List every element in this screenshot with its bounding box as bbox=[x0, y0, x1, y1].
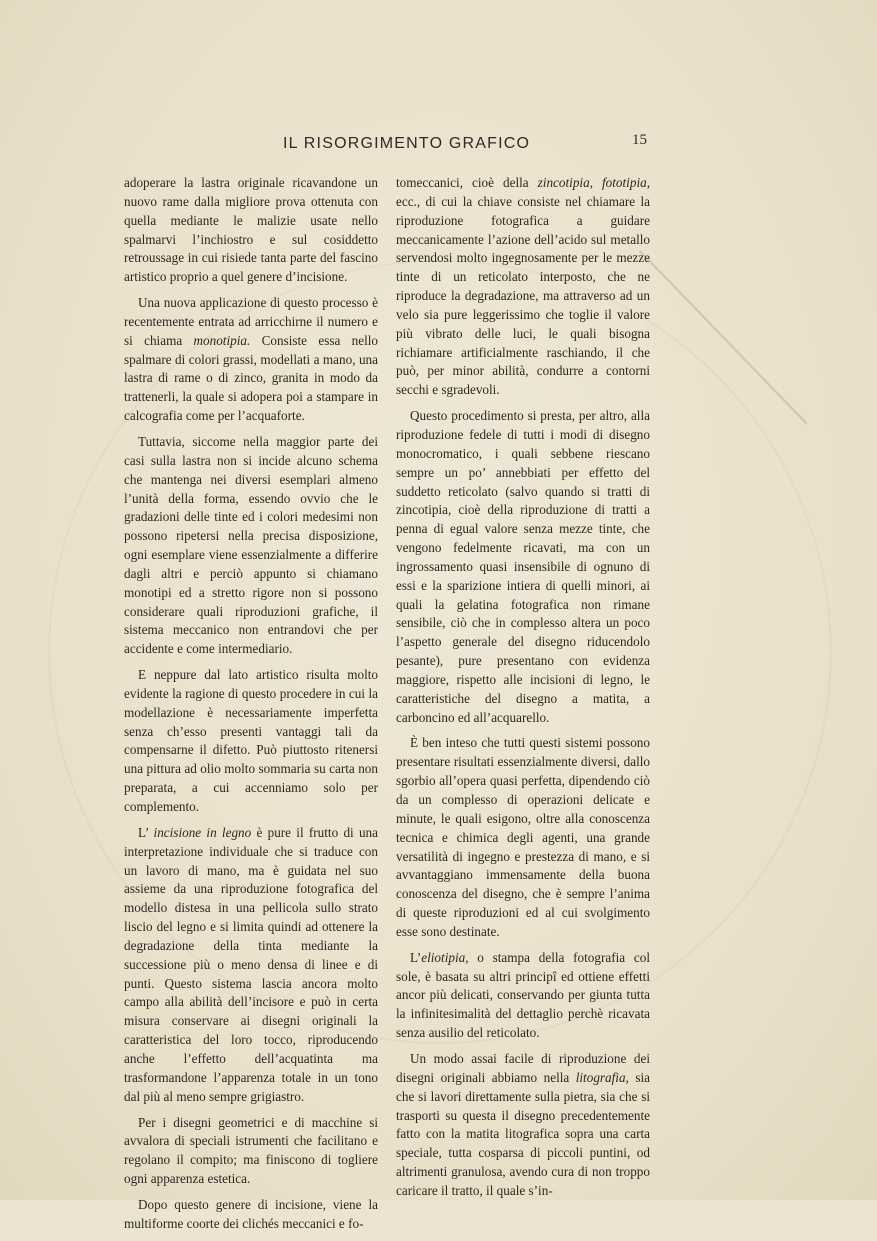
paragraph: L’eliotipia, o stampa della fotografia col sole, è basata su altri principî ed ottiene effetti ancor più delicati, conservando per giunta tutta la infinitesimalità del dettaglio perchè ricavata senza ausilio del reticolato. bbox=[396, 949, 650, 1041]
italic-term: eliotipia, bbox=[421, 949, 469, 965]
paragraph: tomeccanici, cioè della zincotipia, fototipia, ecc., di cui la chiave consiste nel chiamare la riproduzione fotografica a guidare meccanicamente l’azione dell’acido sul metallo servendosi molto ingegnosamente per le mezze tinte di un reticolato interposto, che ne riproduce la degradazione, ma attraverso ad un velo sia pure leggerissimo che toglie il valore più vibrato delle luci, le quali bisogna richiamare artificialmente raschiando, il che può, per minor abilità, condurre a contorni secchi e sgradevoli. bbox=[396, 175, 650, 398]
paragraph: adoperare la lastra originale ricavandone un nuovo rame dalla migliore prova ottenuta con quella mediante le malizie usate nello spalmarvi l’inchiostro e sul cosiddetto retroussage in cui risiede tanta parte del fascino artistico proprio a quel genere d’incisione. bbox=[124, 175, 378, 285]
paragraph: Una nuova applicazione di questo processo è recentemente entrata ad arricchirne il numero e si chiama monotipia. Consiste essa nello spalmare di colori grassi, modellati a mano, una lastra di rame o di zinco, granita in modo da trattenerli, la quale si adopera poi a stampare in calcografia come per l’acquaforte. bbox=[124, 295, 378, 424]
paragraph: Dopo questo genere di incisione, viene la multiforme coorte dei clichés meccanici e fo- bbox=[124, 1196, 378, 1231]
paragraph: Un modo assai facile di riproduzione dei disegni originali abbiamo nella litografia, sia che si lavori direttamente sulla pietra, sia che si trasporti su questa il disegno precedentemente fatto con la matita litografica sopra una carta speciale, tutta cosparsa di piccoli puntini, od altrimenti granulosa, avendo cura di non troppo caricare il tratto, il quale s’in- bbox=[396, 1050, 650, 1198]
paragraph: Questo procedimento si presta, per altro, alla riproduzione fedele di tutti i modi di disegno monocromatico, i quali sebbene riescano sempre un po’ annebbiati per effetto del suddetto reticolato (salvo quando si tratti di zincotipia, cioè della riproduzione di tratti a penna di egual valore senza mezze tinte, che vengono fedelmente ricavati, ma con un ingrossamento quasi insensibile di ognuno di essi e la sparizione intiera di quelli minori, ai quali la gelatina fotografica non rimane sensibile, ciò che in complesso altera un poco l’aspetto generale del disegno riducendolo pesante), pure presentano con evidenza maggiore, rispetto alle incisioni di legno, le caratteristiche del disegno a matita, a carboncino ed all’acquarello. bbox=[396, 408, 650, 725]
paragraph: Per i disegni geometrici e di macchine si avvalora di speciali istrumenti che facilitano e regolano il compito; ma finiscono di togliere ogni apparenza estetica. bbox=[124, 1114, 378, 1187]
page-number: 15 bbox=[632, 132, 647, 148]
running-title: IL RISORGIMENTO GRAFICO bbox=[283, 135, 531, 152]
paragraph: E neppure dal lato artistico risulta molto evidente la ragione di questo procedere in cui la modellazione è necessariamente imperfetta senza ch’esso presenti vantaggi tali da compensarne il difetto. Può piuttosto ritenersi una pittura ad olio molto sommaria su carta non preparata, a cui accenniamo solo per complemento. bbox=[124, 667, 378, 814]
paragraph: È ben inteso che tutti questi sistemi possono presentare risultati essenzialmente diversi, dallo sgorbio all’opera quasi perfetta, dipendendo ciò da un complesso di operazioni delicate e minute, le quali esigono, oltre alla conoscenza tecnica e chimica degli agenti, una grande versatilità di ingegno e prestezza di mano, e si avvantaggiano immensamente della buona conoscenza del disegno, che è sempre l’anima di queste riproduzioni ed al cui svolgimento esse sono destinate. bbox=[396, 735, 650, 939]
paragraph: L’ incisione in legno è pure il frutto di una interpretazione individuale che si traduce con un lavoro di mano, ma è guidata nel suo assieme da una riproduzione fotografica del modello distesa in una pellicola sullo strato liscio del legno e si limita quindi ad ottenere la degradazione della tinta mediante la successione più o meno densa di linee e di punti. Questo sistema lascia ancora molto campo alla abilità dell’incisore e può in certa misura conservare ai disegni originali la caratteristica del loro tocco, riproducendo anche l’effetto dell’acquatinta ma trasformandone l’apparenza totale in un tono dal più al meno sempre grigiastro. bbox=[124, 824, 379, 1104]
left-text-column bbox=[124, 174, 378, 1241]
paragraph: Tuttavia, siccome nella maggior parte dei casi sulla lastra non si incide alcuno schema che mantenga nei diversi esemplari almeno l’unità della forma, essendo ovvio che le gradazioni delle tinte ed i colori medesimi non possono ripetersi nella precisa disposizione, ogni esemplare viene essenzialmente a differire dagli altri e perciò appunto si chiamano monotipi ed a stretto rigore non si possono considerare quali riproduzioni grafiche, il sistema meccanico non entrandovi che per accidente e come intermediario. bbox=[124, 433, 378, 657]
italic-term: litografia, bbox=[575, 1069, 629, 1085]
italic-term: incisione in legno bbox=[153, 824, 252, 840]
italic-term: zincotipia, fototipia, bbox=[537, 175, 650, 190]
italic-term: monotipia. bbox=[193, 332, 251, 348]
right-text-column bbox=[396, 174, 650, 1208]
